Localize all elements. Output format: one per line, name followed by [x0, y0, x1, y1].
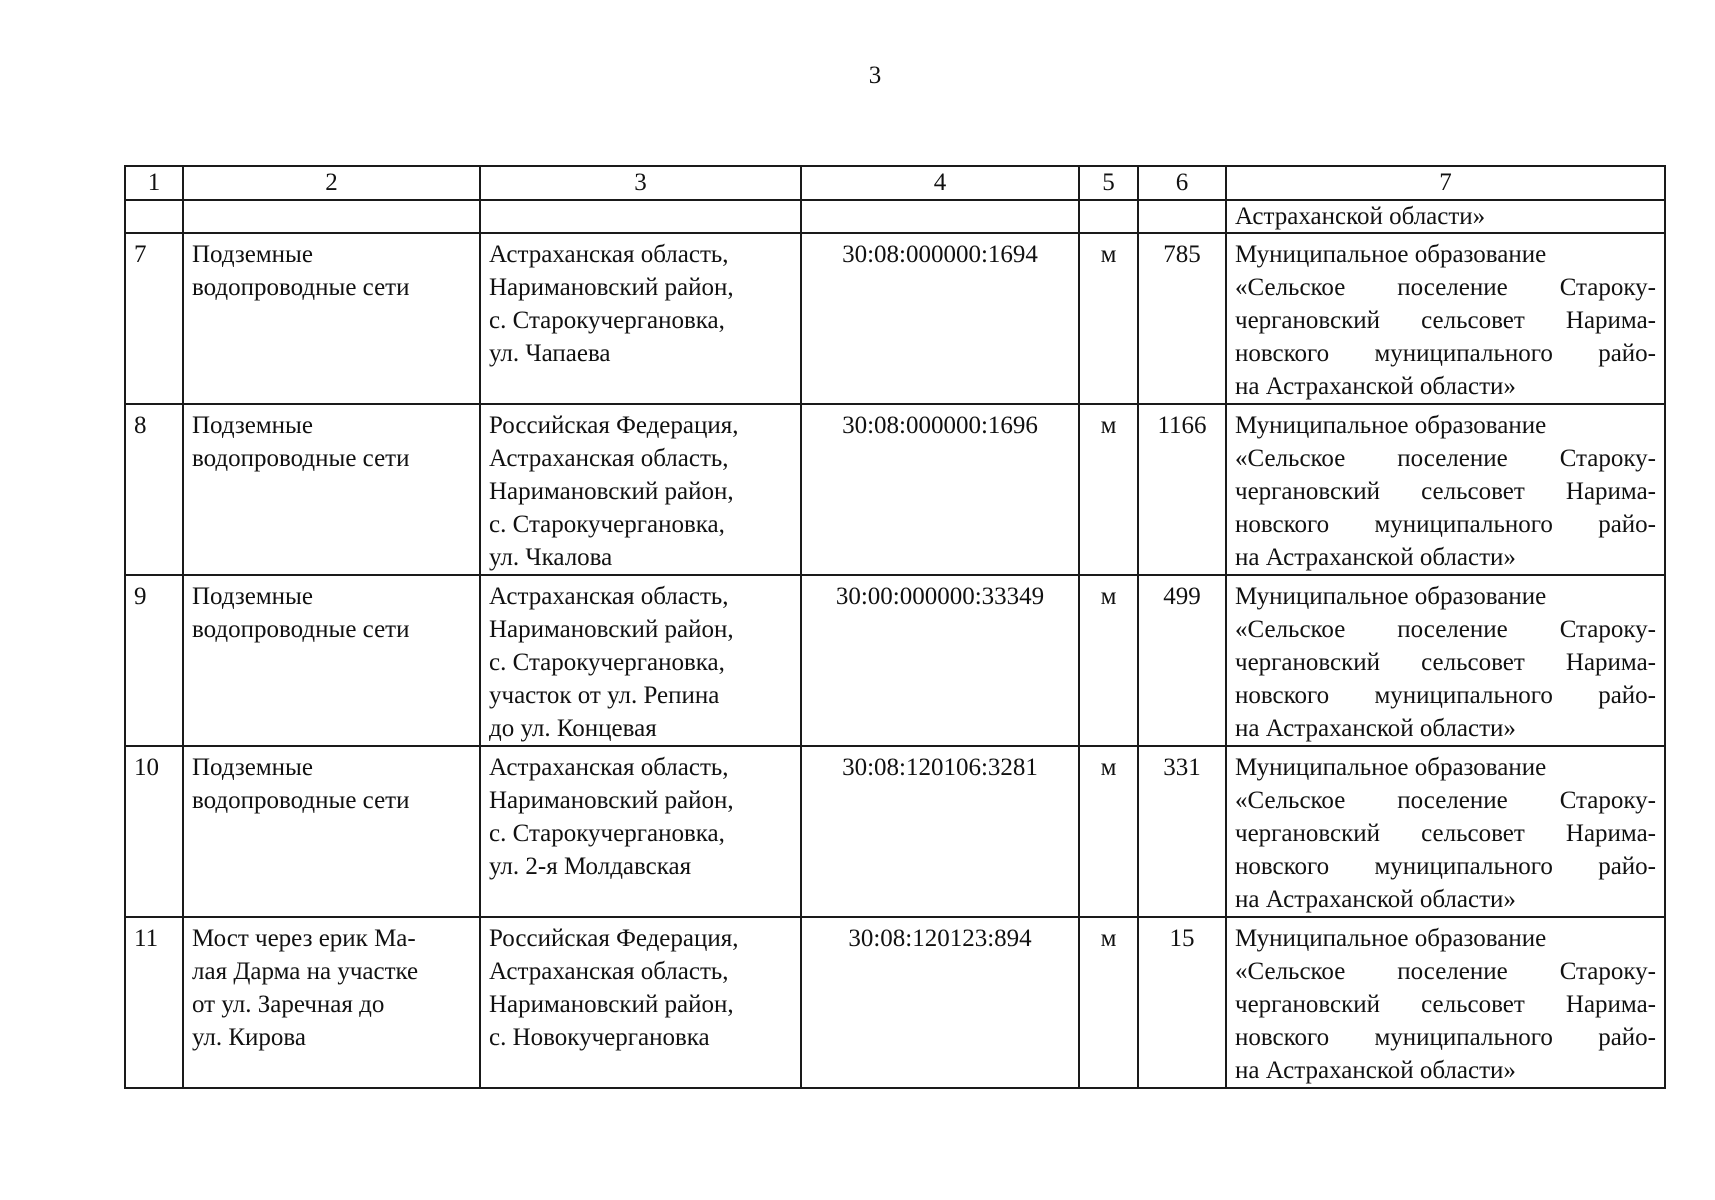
cadastral-number-cell: 30:08:120123:894 — [801, 917, 1079, 1088]
page-number: 3 — [868, 62, 882, 89]
owner-line: «Сельское поселение Староку- — [1235, 445, 1656, 472]
owner-cell — [1226, 746, 1665, 917]
owner-line: Муниципальное образование — [1235, 583, 1547, 610]
column-header: 5 — [1079, 166, 1138, 200]
continuation-row — [125, 200, 1665, 233]
length-cell: 15 — [1138, 917, 1226, 1088]
row-number-cell: 7 — [125, 233, 183, 404]
address-line: ул. Чапаева — [489, 340, 611, 367]
address-line: Астраханская область, — [489, 445, 729, 472]
address-line: Наримановский район, — [489, 616, 734, 643]
table-cell — [801, 200, 1079, 233]
address-line: Астраханская область, — [489, 583, 729, 610]
address-line: с. Новокучергановка — [489, 1024, 710, 1051]
address-line: с. Старокучергановка, — [489, 511, 725, 538]
address-line: Наримановский район, — [489, 787, 734, 814]
owner-line: Муниципальное образование — [1235, 241, 1547, 268]
address-cell — [480, 575, 801, 746]
unit-cell: м — [1079, 746, 1138, 917]
owner-line: «Сельское поселение Староку- — [1235, 616, 1656, 643]
table-cell — [480, 200, 801, 233]
address-line: участок от ул. Репина — [489, 682, 720, 709]
address-line: Российская Федерация, — [489, 925, 739, 952]
address-cell — [480, 233, 801, 404]
owner-line: на Астраханской области» — [1235, 373, 1516, 400]
owner-line: «Сельское поселение Староку- — [1235, 787, 1656, 814]
owner-line: чергановский сельсовет Нарима- — [1235, 991, 1656, 1018]
object-name-line: ул. Кирова — [192, 1024, 307, 1051]
owner-line: на Астраханской области» — [1235, 1057, 1516, 1084]
table-row — [125, 404, 1665, 575]
row-number-cell: 10 — [125, 746, 183, 917]
row-number-cell: 8 — [125, 404, 183, 575]
owner-line: чергановский сельсовет Нарима- — [1235, 820, 1656, 847]
object-name-line: Подземные — [192, 754, 313, 781]
owner-cell — [1226, 917, 1665, 1088]
cadastral-number-cell: 30:08:000000:1694 — [801, 233, 1079, 404]
object-name-line: от ул. Заречная до — [192, 991, 385, 1018]
unit-cell: м — [1079, 233, 1138, 404]
table-row — [125, 575, 1665, 746]
owner-line: на Астраханской области» — [1235, 715, 1516, 742]
address-line: с. Старокучергановка, — [489, 649, 725, 676]
address-cell — [480, 404, 801, 575]
unit-cell: м — [1079, 575, 1138, 746]
owner-line: новского муниципального райо- — [1235, 853, 1656, 880]
address-line: Астраханская область, — [489, 958, 729, 985]
length-cell: 331 — [1138, 746, 1226, 917]
object-name-line: Подземные — [192, 241, 313, 268]
table-cell — [1138, 200, 1226, 233]
owner-cell — [1226, 404, 1665, 575]
address-line: Астраханская область, — [489, 241, 729, 268]
address-line: Российская Федерация, — [489, 412, 739, 439]
object-name-cell — [183, 404, 480, 575]
table-cell — [125, 200, 183, 233]
object-name-cell — [183, 575, 480, 746]
owner-line: новского муниципального райо- — [1235, 682, 1656, 709]
cadastral-number-cell: 30:00:000000:33349 — [801, 575, 1079, 746]
row-number-cell: 9 — [125, 575, 183, 746]
owner-line: Муниципальное образование — [1235, 925, 1547, 952]
object-name-line: водопроводные сети — [192, 616, 410, 643]
owner-line: чергановский сельсовет Нарима- — [1235, 478, 1656, 505]
unit-cell: м — [1079, 917, 1138, 1088]
object-name-line: Мост через ерик Ма- — [192, 925, 416, 952]
address-cell — [480, 746, 801, 917]
column-header: 6 — [1138, 166, 1226, 200]
cadastral-number-cell: 30:08:000000:1696 — [801, 404, 1079, 575]
address-line: ул. Чкалова — [489, 544, 613, 571]
column-header: 4 — [801, 166, 1079, 200]
row-number-cell: 11 — [125, 917, 183, 1088]
column-header: 2 — [183, 166, 480, 200]
address-line: ул. 2-я Молдавская — [489, 853, 692, 880]
owner-cell — [1226, 575, 1665, 746]
address-line: Астраханская область, — [489, 754, 729, 781]
owner-line: новского муниципального райо- — [1235, 340, 1656, 367]
owner-cell — [1226, 233, 1665, 404]
address-line: Наримановский район, — [489, 991, 734, 1018]
object-name-line: водопроводные сети — [192, 274, 410, 301]
object-name-line: лая Дарма на участке — [192, 958, 419, 985]
owner-line: новского муниципального райо- — [1235, 1024, 1656, 1051]
owner-line: чергановский сельсовет Нарима- — [1235, 649, 1656, 676]
owner-line: на Астраханской области» — [1235, 544, 1516, 571]
column-header: 7 — [1226, 166, 1665, 200]
owner-cell: Астраханской области» — [1226, 200, 1665, 233]
owner-line: новского муниципального райо- — [1235, 511, 1656, 538]
address-cell — [480, 917, 801, 1088]
owner-line: Муниципальное образование — [1235, 412, 1547, 439]
object-name-cell — [183, 746, 480, 917]
length-cell: 785 — [1138, 233, 1226, 404]
object-name-cell — [183, 233, 480, 404]
table-cell — [183, 200, 480, 233]
object-name-line: водопроводные сети — [192, 787, 410, 814]
unit-cell: м — [1079, 404, 1138, 575]
owner-line: «Сельское поселение Староку- — [1235, 274, 1656, 301]
address-line: с. Старокучергановка, — [489, 307, 725, 334]
owner-line: «Сельское поселение Староку- — [1235, 958, 1656, 985]
length-cell: 499 — [1138, 575, 1226, 746]
object-name-cell — [183, 917, 480, 1088]
object-name-line: водопроводные сети — [192, 445, 410, 472]
address-line: до ул. Концевая — [489, 715, 657, 742]
object-name-line: Подземные — [192, 412, 313, 439]
address-line: Наримановский район, — [489, 478, 734, 505]
object-name-line: Подземные — [192, 583, 313, 610]
table-row — [125, 746, 1665, 917]
column-header: 3 — [480, 166, 801, 200]
table-cell — [1079, 200, 1138, 233]
length-cell: 1166 — [1138, 404, 1226, 575]
cadastral-number-cell: 30:08:120106:3281 — [801, 746, 1079, 917]
table-row — [125, 917, 1665, 1088]
table-body — [125, 233, 1665, 1088]
registry-table — [124, 165, 1666, 1089]
column-header: 1 — [125, 166, 183, 200]
table-row — [125, 233, 1665, 404]
owner-line: чергановский сельсовет Нарима- — [1235, 307, 1656, 334]
address-line: с. Старокучергановка, — [489, 820, 725, 847]
table-header-row — [125, 166, 1665, 200]
owner-line: Муниципальное образование — [1235, 754, 1547, 781]
owner-line: на Астраханской области» — [1235, 886, 1516, 913]
address-line: Наримановский район, — [489, 274, 734, 301]
